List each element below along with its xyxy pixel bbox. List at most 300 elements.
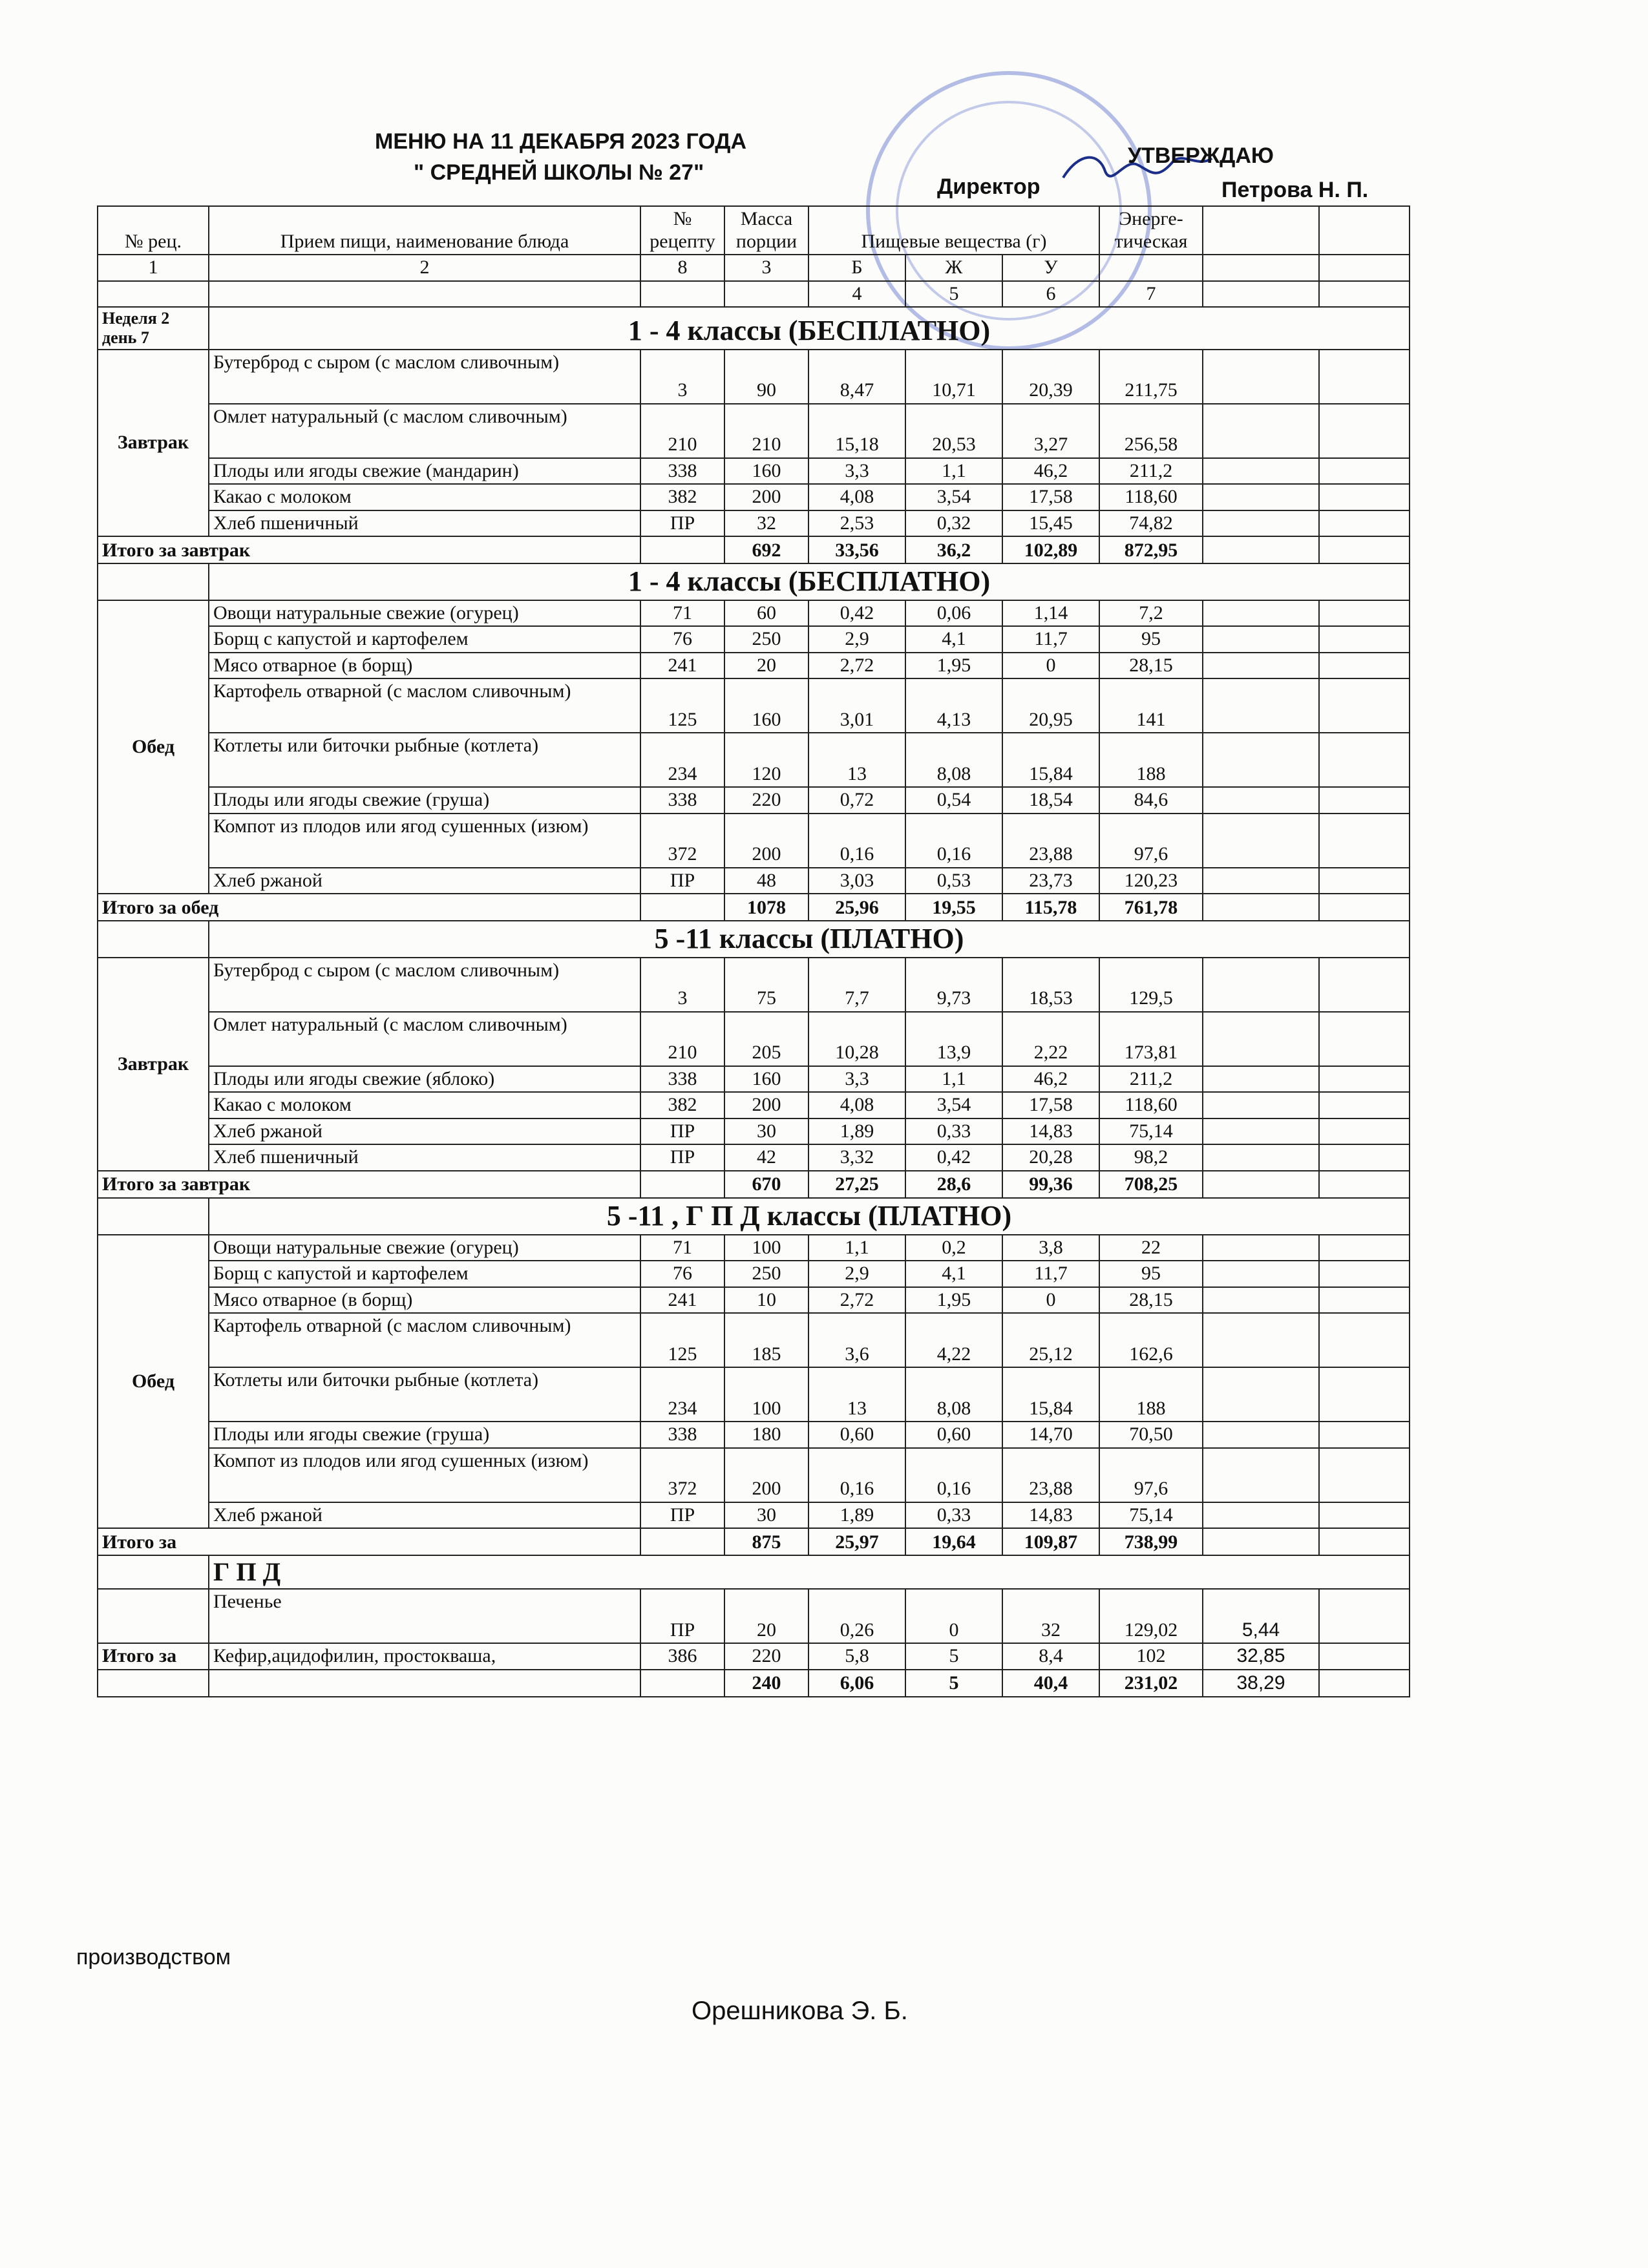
dish-name: Хлеб пшеничный — [209, 1144, 640, 1171]
total-value: 38,29 — [1203, 1670, 1319, 1697]
dish-name: Котлеты или биточки рыбные (котлета) — [209, 1367, 640, 1422]
menu-item-row — [98, 600, 1410, 627]
value-cell: 0 — [1002, 1287, 1099, 1314]
value-cell: 185 — [724, 1313, 808, 1367]
value-cell: 48 — [724, 868, 808, 894]
value-cell: 8,47 — [808, 350, 905, 404]
value-cell: 160 — [724, 678, 808, 733]
menu-item-row — [98, 787, 1410, 814]
menu-item-row — [98, 1092, 1410, 1118]
gpd-item-row — [98, 1643, 1410, 1670]
value-cell: 100 — [724, 1367, 808, 1422]
value-cell: 4,08 — [808, 484, 905, 510]
value-cell: 2,9 — [808, 1261, 905, 1287]
value-cell: 8,08 — [905, 733, 1002, 787]
value-cell: 338 — [640, 1066, 724, 1093]
value-cell: 14,83 — [1002, 1118, 1099, 1145]
index-cell: 5 — [905, 281, 1002, 308]
menu-table — [97, 205, 1410, 1697]
index-cell: 3 — [724, 255, 808, 281]
value-cell: 20 — [724, 653, 808, 679]
value-cell: 1,89 — [808, 1118, 905, 1145]
value-cell: 5 — [905, 1643, 1002, 1670]
value-cell: 338 — [640, 1422, 724, 1448]
value-cell: 76 — [640, 1261, 724, 1287]
value-cell: 3,01 — [808, 678, 905, 733]
value-cell: 0,54 — [905, 787, 1002, 814]
value-cell: 10,28 — [808, 1012, 905, 1066]
total-value: 25,97 — [808, 1528, 905, 1555]
value-cell: 3,3 — [808, 458, 905, 485]
value-cell: 141 — [1099, 678, 1203, 733]
value-cell: 17,58 — [1002, 1092, 1099, 1118]
value-cell: 14,83 — [1002, 1502, 1099, 1529]
value-cell: 210 — [640, 1012, 724, 1066]
value-cell: ПР — [640, 1144, 724, 1171]
dish-name: Плоды или ягоды свежие (мандарин) — [209, 458, 640, 485]
value-cell: 20,53 — [905, 404, 1002, 458]
value-cell: 125 — [640, 1313, 724, 1367]
section-title: 5 -11 , Г П Д классы (ПЛАТНО) — [209, 1198, 1410, 1235]
meal-label: Завтрак — [98, 350, 209, 537]
header-index-row-2 — [98, 281, 1410, 308]
dish-name: Котлеты или биточки рыбные (котлета) — [209, 733, 640, 787]
value-cell: 75 — [724, 958, 808, 1012]
dish-name: Борщ с капустой и картофелем — [209, 1261, 640, 1287]
total-row — [98, 1171, 1410, 1198]
value-cell: 0,60 — [905, 1422, 1002, 1448]
value-cell: 3 — [640, 958, 724, 1012]
total-row — [98, 894, 1410, 921]
value-cell: 200 — [724, 814, 808, 868]
value-cell: 20,39 — [1002, 350, 1099, 404]
value-cell: 32 — [724, 510, 808, 537]
value-cell: 11,7 — [1002, 626, 1099, 653]
value-cell: 3,8 — [1002, 1235, 1099, 1261]
total-value: 19,64 — [905, 1528, 1002, 1555]
dish-name: Кефир,ацидофилин, простокваша, — [209, 1643, 640, 1670]
value-cell: 15,18 — [808, 404, 905, 458]
value-cell: 220 — [724, 1643, 808, 1670]
dish-name: Бутерброд с сыром (с маслом сливочным) — [209, 350, 640, 404]
value-cell: 338 — [640, 458, 724, 485]
col-recipe: № рецепту — [640, 206, 724, 255]
value-cell: 46,2 — [1002, 458, 1099, 485]
value-cell: 70,50 — [1099, 1422, 1203, 1448]
col-rec-no: № рец. — [98, 206, 209, 255]
menu-item-row — [98, 350, 1410, 404]
total-label: Итого за завтрак — [98, 536, 640, 563]
value-cell: 0,16 — [808, 814, 905, 868]
value-cell: 386 — [640, 1643, 724, 1670]
dish-name: Плоды или ягоды свежие (яблоко) — [209, 1066, 640, 1093]
total-value: 5 — [905, 1670, 1002, 1697]
value-cell: 120 — [724, 733, 808, 787]
value-cell: 95 — [1099, 626, 1203, 653]
value-cell: 20,28 — [1002, 1144, 1099, 1171]
value-cell: 20 — [724, 1589, 808, 1643]
value-cell: 42 — [724, 1144, 808, 1171]
value-cell: 188 — [1099, 733, 1203, 787]
value-cell: 8,08 — [905, 1367, 1002, 1422]
dish-name: Картофель отварной (с маслом сливочным) — [209, 678, 640, 733]
col-dish: Прием пищи, наименование блюда — [209, 206, 640, 255]
value-cell: 241 — [640, 1287, 724, 1314]
value-cell: 46,2 — [1002, 1066, 1099, 1093]
dish-name: Омлет натуральный (с маслом сливочным) — [209, 404, 640, 458]
dish-name: Хлеб пшеничный — [209, 510, 640, 537]
value-cell: 20,95 — [1002, 678, 1099, 733]
index-cell: 2 — [209, 255, 640, 281]
menu-item-row — [98, 868, 1410, 894]
dish-name: Мясо отварное (в борщ) — [209, 653, 640, 679]
menu-item-row — [98, 1287, 1410, 1314]
value-cell: 2,72 — [808, 653, 905, 679]
value-cell: 210 — [724, 404, 808, 458]
value-cell: 25,12 — [1002, 1313, 1099, 1367]
value-cell: 372 — [640, 1448, 724, 1502]
value-cell: 13 — [808, 1367, 905, 1422]
value-cell: 7,7 — [808, 958, 905, 1012]
value-cell: 0,16 — [808, 1448, 905, 1502]
value-cell: 338 — [640, 787, 724, 814]
value-cell: 382 — [640, 1092, 724, 1118]
value-cell: 28,15 — [1099, 653, 1203, 679]
value-cell: 13 — [808, 733, 905, 787]
value-cell: 129,5 — [1099, 958, 1203, 1012]
value-cell: 3,6 — [808, 1313, 905, 1367]
total-label: Итого за завтрак — [98, 1171, 640, 1198]
total-value: 19,55 — [905, 894, 1002, 921]
value-cell: 4,1 — [905, 1261, 1002, 1287]
dish-name: Какао с молоком — [209, 484, 640, 510]
meal-label: Обед — [98, 1235, 209, 1529]
value-cell: 118,60 — [1099, 484, 1203, 510]
value-cell: 13,9 — [905, 1012, 1002, 1066]
section-title: 1 - 4 классы (БЕСПЛАТНО) — [209, 307, 1410, 350]
menu-item-row — [98, 814, 1410, 868]
total-value: 102,89 — [1002, 536, 1099, 563]
value-cell: ПР — [640, 868, 724, 894]
value-cell: 1,95 — [905, 1287, 1002, 1314]
total-value: 231,02 — [1099, 1670, 1203, 1697]
value-cell: 211,2 — [1099, 458, 1203, 485]
value-cell: 4,08 — [808, 1092, 905, 1118]
total-value: 761,78 — [1099, 894, 1203, 921]
value-cell: 18,54 — [1002, 787, 1099, 814]
value-cell: 60 — [724, 600, 808, 627]
value-cell: 22 — [1099, 1235, 1203, 1261]
value-cell: 0 — [905, 1589, 1002, 1643]
value-cell: 32,85 — [1203, 1643, 1319, 1670]
total-value: 738,99 — [1099, 1528, 1203, 1555]
value-cell: ПР — [640, 1502, 724, 1529]
value-cell: 3,3 — [808, 1066, 905, 1093]
value-cell: 2,22 — [1002, 1012, 1099, 1066]
value-cell: 173,81 — [1099, 1012, 1203, 1066]
section-title-row — [98, 563, 1410, 600]
value-cell: 23,73 — [1002, 868, 1099, 894]
menu-item-row — [98, 1012, 1410, 1066]
menu-item-row — [98, 733, 1410, 787]
value-cell: 76 — [640, 626, 724, 653]
total-label: Итого за — [98, 1528, 640, 1555]
menu-item-row — [98, 1261, 1410, 1287]
value-cell: 210 — [640, 404, 724, 458]
value-cell: 74,82 — [1099, 510, 1203, 537]
value-cell: 14,70 — [1002, 1422, 1099, 1448]
section-title-row — [98, 921, 1410, 958]
gpd-title: Г П Д — [209, 1555, 1410, 1589]
meal-label: Завтрак — [98, 958, 209, 1171]
value-cell: 97,6 — [1099, 1448, 1203, 1502]
dish-name: Мясо отварное (в борщ) — [209, 1287, 640, 1314]
gpd-title-row — [98, 1555, 1410, 1589]
value-cell: 4,1 — [905, 626, 1002, 653]
value-cell: 372 — [640, 814, 724, 868]
total-row — [98, 1670, 1410, 1697]
value-cell: 18,53 — [1002, 958, 1099, 1012]
value-cell: 71 — [640, 1235, 724, 1261]
gpd-item-row — [98, 1589, 1410, 1643]
dish-name: Хлеб ржаной — [209, 868, 640, 894]
section-title: 1 - 4 классы (БЕСПЛАТНО) — [209, 563, 1410, 600]
value-cell: 211,2 — [1099, 1066, 1203, 1093]
value-cell: 211,75 — [1099, 350, 1203, 404]
total-row — [98, 536, 1410, 563]
total-value: 36,2 — [905, 536, 1002, 563]
value-cell: 15,84 — [1002, 1367, 1099, 1422]
dish-name: Овощи натуральные свежие (огурец) — [209, 600, 640, 627]
total-value: 99,36 — [1002, 1171, 1099, 1198]
value-cell: ПР — [640, 1589, 724, 1643]
value-cell: 100 — [724, 1235, 808, 1261]
total-value: 670 — [724, 1171, 808, 1198]
value-cell: 256,58 — [1099, 404, 1203, 458]
menu-item-row — [98, 458, 1410, 485]
value-cell: 0,26 — [808, 1589, 905, 1643]
value-cell: 90 — [724, 350, 808, 404]
value-cell: 234 — [640, 733, 724, 787]
menu-item-row — [98, 626, 1410, 653]
dish-name: Картофель отварной (с маслом сливочным) — [209, 1313, 640, 1367]
value-cell: 84,6 — [1099, 787, 1203, 814]
value-cell: 0,32 — [905, 510, 1002, 537]
value-cell: 9,73 — [905, 958, 1002, 1012]
value-cell: 1,1 — [905, 1066, 1002, 1093]
value-cell: 200 — [724, 484, 808, 510]
director-label: Директор — [937, 174, 1041, 199]
index-cell: 1 — [98, 255, 209, 281]
value-cell: 23,88 — [1002, 1448, 1099, 1502]
value-cell: 250 — [724, 626, 808, 653]
value-cell: 120,23 — [1099, 868, 1203, 894]
dish-name: Компот из плодов или ягод сушенных (изюм) — [209, 1448, 640, 1502]
value-cell: 200 — [724, 1448, 808, 1502]
value-cell: 0,60 — [808, 1422, 905, 1448]
value-cell: 162,6 — [1099, 1313, 1203, 1367]
value-cell: 3,03 — [808, 868, 905, 894]
total-value: 692 — [724, 536, 808, 563]
value-cell: 8,4 — [1002, 1643, 1099, 1670]
value-cell: 180 — [724, 1422, 808, 1448]
menu-item-row — [98, 1502, 1410, 1529]
value-cell: 188 — [1099, 1367, 1203, 1422]
menu-item-row — [98, 1367, 1410, 1422]
index-cell: 8 — [640, 255, 724, 281]
total-value: 1078 — [724, 894, 808, 921]
section-title: 5 -11 классы (ПЛАТНО) — [209, 921, 1410, 958]
value-cell: 0,33 — [905, 1502, 1002, 1529]
value-cell: 0,53 — [905, 868, 1002, 894]
menu-item-row — [98, 510, 1410, 537]
dish-name: Овощи натуральные свежие (огурец) — [209, 1235, 640, 1261]
nutrient-u: У — [1002, 255, 1099, 281]
value-cell: 10,71 — [905, 350, 1002, 404]
menu-item-row — [98, 1313, 1410, 1367]
value-cell: 1,14 — [1002, 600, 1099, 627]
col-mass: Масса порции — [724, 206, 808, 255]
dish-name: Омлет натуральный (с маслом сливочным) — [209, 1012, 640, 1066]
signer-name: Орешникова Э. Б. — [692, 1997, 908, 2025]
value-cell: 205 — [724, 1012, 808, 1066]
menu-item-row — [98, 678, 1410, 733]
value-cell: 1,1 — [905, 458, 1002, 485]
total-value: 40,4 — [1002, 1670, 1099, 1697]
nutrient-b: Б — [808, 255, 905, 281]
menu-item-row — [98, 1235, 1410, 1261]
value-cell: ПР — [640, 1118, 724, 1145]
total-value: 875 — [724, 1528, 808, 1555]
value-cell: 129,02 — [1099, 1589, 1203, 1643]
menu-title: МЕНЮ НА 11 ДЕКАБРЯ 2023 ГОДА — [375, 129, 747, 154]
approve-label: УТВЕРЖДАЮ — [1128, 143, 1274, 168]
total-value: 33,56 — [808, 536, 905, 563]
value-cell: 3,54 — [905, 1092, 1002, 1118]
value-cell: 2,72 — [808, 1287, 905, 1314]
total-value: 115,78 — [1002, 894, 1099, 921]
value-cell: 1,1 — [808, 1235, 905, 1261]
value-cell: 0,16 — [905, 814, 1002, 868]
menu-item-row — [98, 1066, 1410, 1093]
week-day-label: Неделя 2 день 7 — [98, 307, 209, 350]
value-cell: 200 — [724, 1092, 808, 1118]
value-cell: 23,88 — [1002, 814, 1099, 868]
total-value: 708,25 — [1099, 1171, 1203, 1198]
index-cell: 6 — [1002, 281, 1099, 308]
dish-name: Компот из плодов или ягод сушенных (изюм) — [209, 814, 640, 868]
menu-item-row — [98, 1118, 1410, 1145]
total-value: 240 — [724, 1670, 808, 1697]
value-cell: 3,32 — [808, 1144, 905, 1171]
index-cell: 7 — [1099, 281, 1203, 308]
value-cell: 5,44 — [1203, 1589, 1319, 1643]
value-cell: 2,9 — [808, 626, 905, 653]
value-cell: 0,16 — [905, 1448, 1002, 1502]
menu-item-row — [98, 404, 1410, 458]
menu-item-row — [98, 1422, 1410, 1448]
director-name: Петрова Н. П. — [1221, 178, 1369, 202]
value-cell: 234 — [640, 1367, 724, 1422]
total-value: 25,96 — [808, 894, 905, 921]
value-cell: 250 — [724, 1261, 808, 1287]
value-cell: 1,95 — [905, 653, 1002, 679]
col-nutrients: Пищевые вещества (г) — [808, 206, 1099, 255]
dish-name: Хлеб ржаной — [209, 1118, 640, 1145]
value-cell: 0 — [1002, 653, 1099, 679]
value-cell: 3 — [640, 350, 724, 404]
total-value: 872,95 — [1099, 536, 1203, 563]
total-value: 6,06 — [808, 1670, 905, 1697]
school-title: " СРЕДНЕЙ ШКОЛЫ № 27" — [414, 160, 704, 185]
col-energy: Энерге-тическая — [1099, 206, 1203, 255]
value-cell: 220 — [724, 787, 808, 814]
value-cell: 17,58 — [1002, 484, 1099, 510]
menu-item-row — [98, 484, 1410, 510]
value-cell: 0,42 — [905, 1144, 1002, 1171]
dish-name: Плоды или ягоды свежие (груша) — [209, 787, 640, 814]
nutrient-zh: Ж — [905, 255, 1002, 281]
index-cell: 4 — [808, 281, 905, 308]
total-value: 27,25 — [808, 1171, 905, 1198]
value-cell: 3,27 — [1002, 404, 1099, 458]
value-cell: 118,60 — [1099, 1092, 1203, 1118]
value-cell: 102 — [1099, 1643, 1203, 1670]
dish-name: Хлеб ржаной — [209, 1502, 640, 1529]
value-cell: 30 — [724, 1502, 808, 1529]
value-cell: 7,2 — [1099, 600, 1203, 627]
value-cell: 75,14 — [1099, 1118, 1203, 1145]
production-label: производством — [76, 1945, 231, 1969]
dish-name: Бутерброд с сыром (с маслом сливочным) — [209, 958, 640, 1012]
dish-name: Какао с молоком — [209, 1092, 640, 1118]
value-cell: 382 — [640, 484, 724, 510]
meal-label: Обед — [98, 600, 209, 894]
total-label: Итого за — [98, 1643, 209, 1670]
menu-item-row — [98, 1448, 1410, 1502]
value-cell: 241 — [640, 653, 724, 679]
value-cell: 4,13 — [905, 678, 1002, 733]
value-cell: 4,22 — [905, 1313, 1002, 1367]
value-cell: 15,84 — [1002, 733, 1099, 787]
value-cell: 71 — [640, 600, 724, 627]
section-title-row — [98, 1198, 1410, 1235]
total-row — [98, 1528, 1410, 1555]
total-value: 28,6 — [905, 1171, 1002, 1198]
value-cell: 0,72 — [808, 787, 905, 814]
value-cell: 3,54 — [905, 484, 1002, 510]
value-cell: 1,89 — [808, 1502, 905, 1529]
value-cell: 11,7 — [1002, 1261, 1099, 1287]
value-cell: ПР — [640, 510, 724, 537]
section-title-row — [98, 307, 1410, 350]
total-label: Итого за обед — [98, 894, 640, 921]
dish-name: Борщ с капустой и картофелем — [209, 626, 640, 653]
menu-item-row — [98, 653, 1410, 679]
value-cell: 2,53 — [808, 510, 905, 537]
dish-name: Печенье — [209, 1589, 640, 1643]
value-cell: 10 — [724, 1287, 808, 1314]
value-cell: 0,33 — [905, 1118, 1002, 1145]
value-cell: 32 — [1002, 1589, 1099, 1643]
header-index-row — [98, 255, 1410, 281]
value-cell: 0,06 — [905, 600, 1002, 627]
value-cell: 160 — [724, 1066, 808, 1093]
value-cell: 97,6 — [1099, 814, 1203, 868]
value-cell: 75,14 — [1099, 1502, 1203, 1529]
value-cell: 5,8 — [808, 1643, 905, 1670]
menu-item-row — [98, 1144, 1410, 1171]
